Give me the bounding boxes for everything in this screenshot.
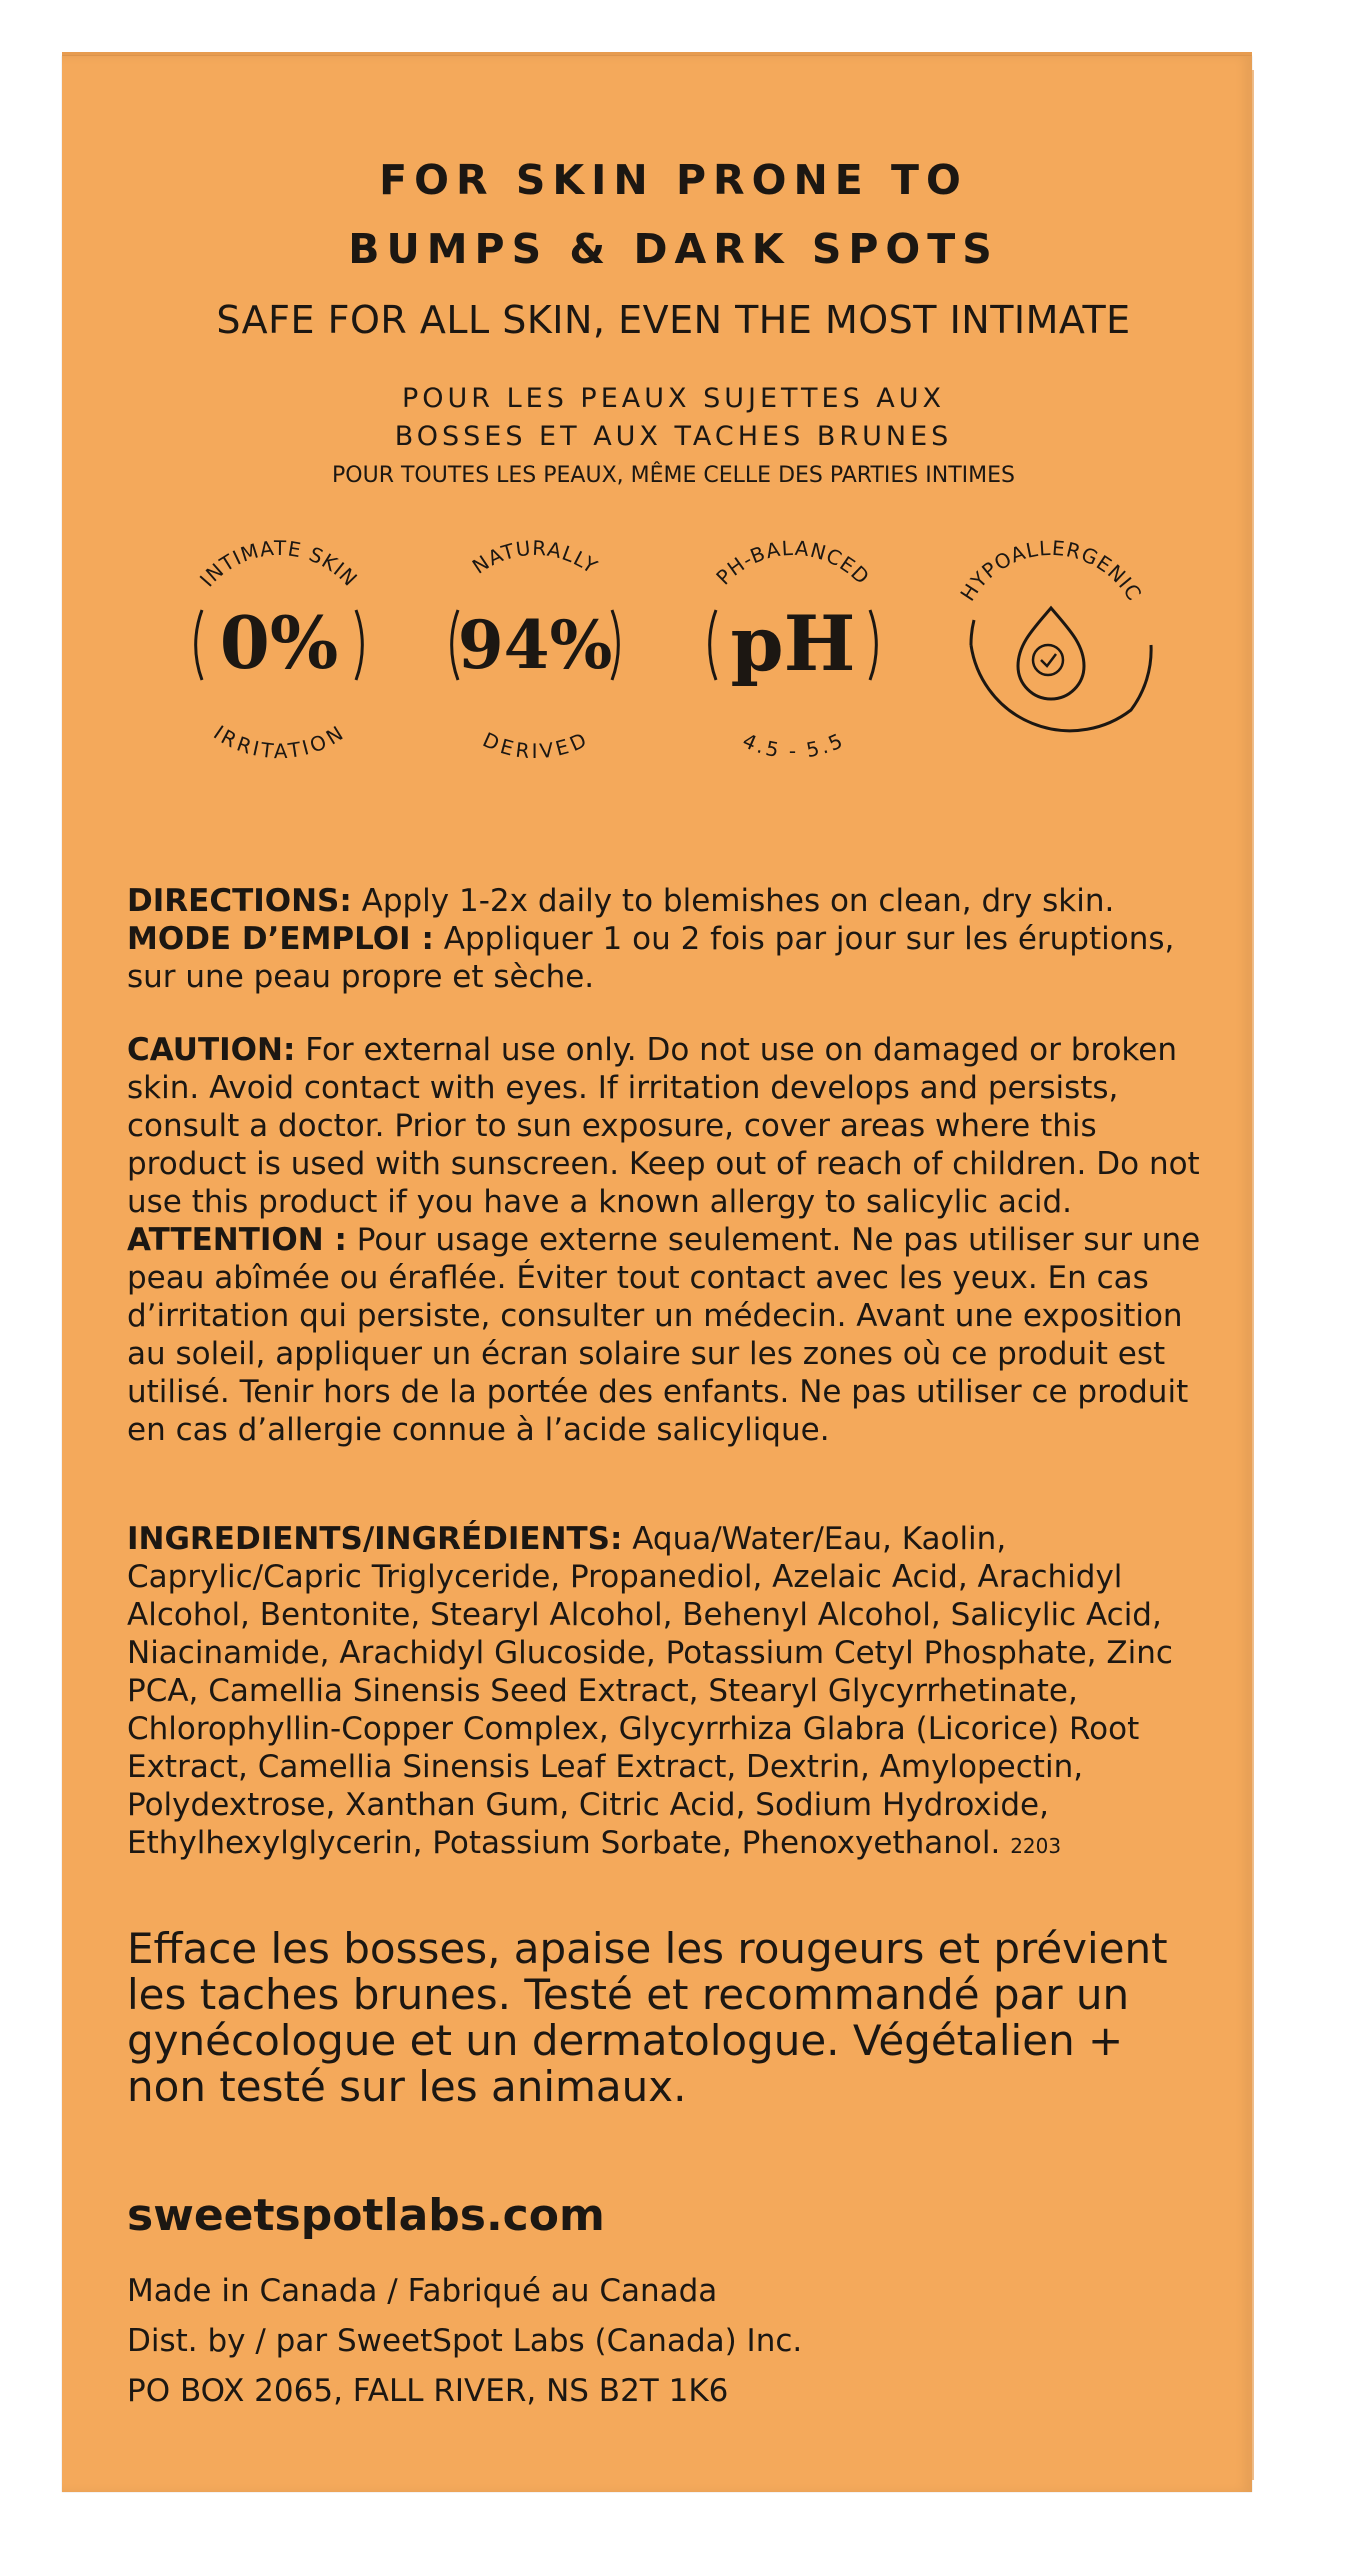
- badge-ring: [410, 520, 660, 770]
- svg-text:HYPOALLERGENIC: [955, 536, 1146, 605]
- badge-bottom-label: IRRITATION: [209, 720, 348, 764]
- french-claim: Efface les bosses, apaise les rougeurs et prévient les taches brunes. Testé et recommandé par un gynécologue et un dermatologue. Végétalien + non testé sur les animaux.: [127, 1924, 1168, 2111]
- badge-value: 94%: [457, 606, 613, 684]
- svg-text:PH-BALANCED: [711, 536, 874, 590]
- directions-fr-label: MODE D’EMPLOI :: [127, 921, 434, 957]
- caution-fr-label: ATTENTION :: [127, 1222, 347, 1258]
- svg-text:DERIVED: [479, 727, 591, 763]
- caution-fr-text: Pour usage externe seulement. Ne pas utiliser sur une peau abîmée ou éraflée. Éviter tout contact avec les yeux. En cas d’irritation qui persiste, consulter un médecin. Avant une exposition au soleil, appliquer un écran solaire sur les zones où ce produit est utilisé. Tenir hors de la portée des enfants. Ne pas utiliser ce produit en cas d’allergie connue à l’acide salicylique.: [127, 1222, 1201, 1448]
- ingredients-label: INGREDIENTS/INGRÉDIENTS:: [127, 1521, 623, 1557]
- ingredients-paragraph: [127, 1520, 1207, 1865]
- badge-naturally-derived: [410, 520, 660, 770]
- badge-bottom-label: DERIVED: [479, 727, 591, 764]
- badge-ring: [926, 520, 1176, 770]
- headline-subtitle: SAFE FOR ALL SKIN, EVEN THE MOST INTIMATE: [216, 298, 1131, 342]
- badge-top-label: INTIMATE SKIN: [194, 535, 363, 592]
- badge-ph-balanced: [668, 520, 918, 770]
- badge-top-label: HYPOALLERGENIC: [955, 535, 1147, 606]
- ingredients-text: Aqua/Water/Eau, Kaolin, Caprylic/Capric Triglyceride, Propanediol, Azelaic Acid, Arachidyl Alcohol, Bentonite, Stearyl Alcohol, Behenyl Alcohol, Salicylic Acid, Niacinamide, Arachidyl Glucoside, Potassium Cetyl Phosphate, Zinc PCA, Camellia Sinensis Seed Extract, Stearyl Glycyrrhetinate, Chlorophyllin-Copper Complex, Glycyrrhiza Glabra (Licorice) Root Extract, Camellia Sinensis Leaf Extract, Dextrin, Amylopectin, Polydextrose, Xanthan Gum, Citric Acid, Sodium Hydroxide, Ethylhexylglycerin, Potassium Sorbate, Phenoxyethanol.: [127, 1521, 1173, 1861]
- headline-fr-line-2: BOSSES ET AUX TACHES BRUNES: [394, 421, 953, 452]
- distributor-line: Dist. by / par SweetSpot Labs (Canada) Inc.: [127, 2323, 803, 2359]
- svg-text:IRRITATION: [209, 720, 348, 763]
- headline-line-1: FOR SKIN PRONE TO: [379, 156, 968, 204]
- batch-code: 2203: [1010, 1834, 1062, 1858]
- badge-value: 0%: [219, 600, 339, 685]
- directions-label: DIRECTIONS:: [127, 883, 352, 919]
- po-box-line: PO BOX 2065, FALL RIVER, NS B2T 1K6: [127, 2373, 729, 2409]
- caution-text: For external use only. Do not use on damaged or broken skin. Avoid contact with eyes. If irritation develops and persists, consult a doctor. Prior to sun exposure, cover areas where this product is used with sunscreen. Keep out of reach of children. Do not use this product if you have a known allergy to salicylic acid.: [127, 1032, 1200, 1220]
- badge-ring: [668, 520, 918, 770]
- drop-check-icon: [1018, 608, 1084, 699]
- badge-value: pH: [730, 599, 856, 688]
- badge-ring: [154, 520, 404, 770]
- headline-line-2: BUMPS & DARK SPOTS: [348, 225, 999, 273]
- svg-text:INTIMATE SKIN: [195, 536, 363, 591]
- directions-text: Apply 1-2x daily to blemishes on clean, dry skin.: [361, 883, 1115, 919]
- badge-hypoallergenic: [926, 520, 1176, 770]
- svg-text:NATURALLY: [468, 536, 602, 579]
- caution-paragraph: [127, 1031, 1207, 1449]
- directions-paragraph: [127, 882, 1207, 996]
- badge-top-label: NATURALLY: [467, 535, 603, 579]
- badge-intimate-skin: [154, 520, 404, 770]
- headline-fr-line-1: POUR LES PEAUX SUJETTES AUX: [401, 383, 946, 414]
- directions-fr-text: Appliquer 1 ou 2 fois par jour sur les éruptions, sur une peau propre et sèche.: [127, 921, 1175, 995]
- website-url: sweetspotlabs.com: [127, 2190, 605, 2241]
- made-in-line: Made in Canada / Fabriqué au Canada: [127, 2273, 718, 2309]
- svg-text:4.5 - 5.5: [739, 728, 847, 763]
- badge-bottom-label: 4.5 - 5.5: [739, 728, 847, 763]
- headline-fr-subtitle: POUR TOUTES LES PEAUX, MÊME CELLE DES PARTIES INTIMES: [332, 463, 1015, 488]
- caution-label: CAUTION:: [127, 1032, 296, 1068]
- badge-top-label: PH-BALANCED: [711, 535, 875, 590]
